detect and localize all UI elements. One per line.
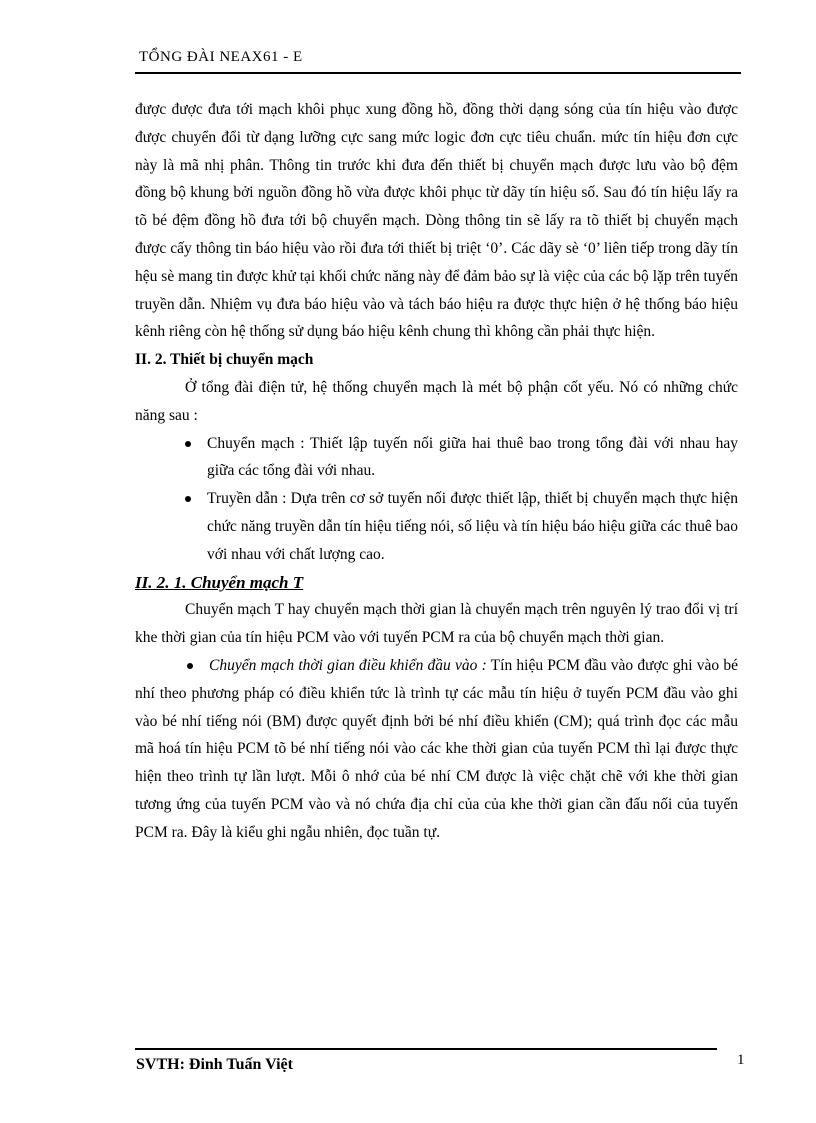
paragraph-t-switch: Chuyển mạch T hay chuyển mạch thời gian là chuyển mạch trên nguyên lý trao đổi vị trí khe thời gian của tín hiệu PCM vào với tuyến PCM ra của bộ chuyển mạch thời gian. <box>135 601 738 647</box>
list-item <box>135 485 738 568</box>
bullet-icon <box>185 496 191 502</box>
functions-list <box>135 430 738 569</box>
list-item-text: Chuyển mạch : Thiết lập tuyến nối giữa hai thuê bao trong tổng đài với nhau hay giữa các tổng đài với nhau. <box>207 434 738 480</box>
list-item <box>135 430 738 486</box>
document-body <box>135 96 738 847</box>
bullet-icon <box>187 663 193 669</box>
page-number: 1 <box>737 1052 745 1068</box>
bullet-icon <box>185 441 191 447</box>
list-item-text: Truyền dẫn : Dựa trên cơ sở tuyến nối được thiết lập, thiết bị chuyển mạch thực hiện chức năng truyền dẫn tín hiệu tiếng nói, số liệu và tín hiệu báo hiệu giữa các thuê bao với nhau với chất lượng cao. <box>207 490 738 563</box>
page-header <box>135 46 741 74</box>
input-controlled-body: Tín hiệu PCM đầu vào được ghi vào bé nhí theo phương pháp có điều khiển tức là trình tự các mẫu tín hiệu ở tuyến PCM đầu vào ghi vào bé nhí tiếng nói (BM) được quyết định bởi bé nhí điều khiển (CM); quá trình đọc các mẫu mã hoá tín hiệu PCM tõ bé nhí tiếng nói vào các khe thời gian của tuyến PCM thì lại được thực hiện theo trình tự lần lượt. Mỗi ô nhớ của bé nhí CM được là việc chặt chẽ với khe thời gian tương ứng của tuyến PCM vào và nó chứa địa chỉ của của khe thời gian cần đấu nối của tuyến PCM ra. Đây là kiểu ghi ngẫu nhiên, đọc tuần tự. <box>135 656 739 841</box>
header-title: TỔNG ĐÀI NEAX61 - E <box>139 49 303 65</box>
paragraph-input-controlled <box>135 652 738 847</box>
paragraph-intro: được được đưa tới mạch khôi phục xung đồng hồ, đồng thời dạng sóng của tín hiệu vào được được chuyển đổi từ dạng lưỡng cực sang mức logic đơn cực tiêu chuẩn. mức tín hiệu đơn cực này là mã nhị phân. Thông tin trước khi đưa đến thiết bị chuyển mạch được lưu vào bộ đệm đồng bộ khung bởi nguồn đồng hồ vừa được khôi phục từ dãy tín hiệu số. Sau đó tín hiệu lấy ra tõ bé đệm đồng hồ đưa tới bộ chuyển mạch. Dòng thông tin sẽ lấy ra tõ thiết bị chuyển mạch được cấy thông tin báo hiệu vào rồi đưa tới thiết bị triệt ‘0’. Các dãy sè ‘0’ liên tiếp trong dãy tín hệu sè mang tin được khử tại khối chức năng này để đảm bảo sự là việc của các bộ lặp trên tuyến truyền dẫn. Nhiệm vụ đưa báo hiệu vào và tách báo hiệu ra được thực hiện ở hệ thống báo hiệu kênh riêng còn hệ thống sử dụng báo hiệu kênh chung thì không cần phải thực hiện. <box>135 101 738 341</box>
subsection-heading-t-switch: II. 2. 1. Chuyển mạch T <box>135 572 304 592</box>
paragraph-switching-intro: Ở tổng đài điện tử, hệ thống chuyển mạch là mét bộ phận cốt yếu. Nó có những chức năng sau : <box>135 378 738 424</box>
footer-author: SVTH: Đinh Tuấn Việt <box>136 1056 293 1073</box>
input-controlled-lead: Chuyển mạch thời gian điều khiển đầu vào : <box>209 656 487 674</box>
footer-divider <box>135 1048 717 1050</box>
section-heading-switching-equipment: II. 2. Thiết bị chuyển mạch <box>135 351 314 369</box>
